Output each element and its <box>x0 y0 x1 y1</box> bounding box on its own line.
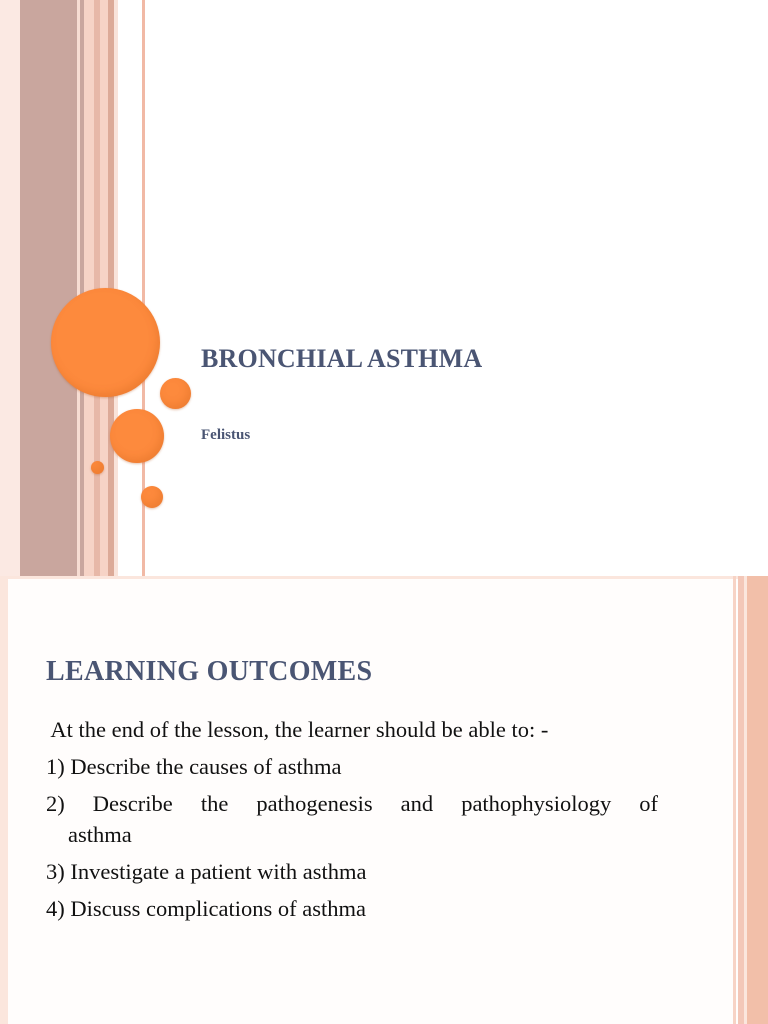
slide-body <box>46 714 658 924</box>
decorative-stripe <box>84 0 94 576</box>
decorative-stripe <box>0 0 20 576</box>
intro-text: At the end of the lesson, the learner should be able to: - <box>46 717 549 742</box>
content-slide <box>0 576 768 1024</box>
decorative-band <box>0 576 768 579</box>
list-item: 3) Investigate a patient with asthma <box>46 859 367 884</box>
slide-title: BRONCHIAL ASTHMA <box>201 344 483 373</box>
decorative-stripe <box>733 576 736 1024</box>
slide-subtitle: Felistus <box>201 427 251 443</box>
list-item: 2) Describe the pathogenesis and pathophysiology of <box>46 791 658 816</box>
decorative-stripe <box>747 576 768 1024</box>
decorative-stripe <box>20 0 77 576</box>
list-item-continuation: asthma <box>68 822 132 847</box>
decorative-stripe <box>0 576 8 1024</box>
decorative-circle <box>110 409 164 463</box>
list-item: 1) Describe the causes of asthma <box>46 754 342 779</box>
decorative-circle-large <box>51 288 160 397</box>
decorative-circle <box>91 461 104 474</box>
decorative-circle <box>141 486 163 508</box>
decorative-circle <box>160 378 191 409</box>
list-item: 4) Discuss complications of asthma <box>46 896 366 921</box>
slide-title: LEARNING OUTCOMES <box>46 656 373 687</box>
